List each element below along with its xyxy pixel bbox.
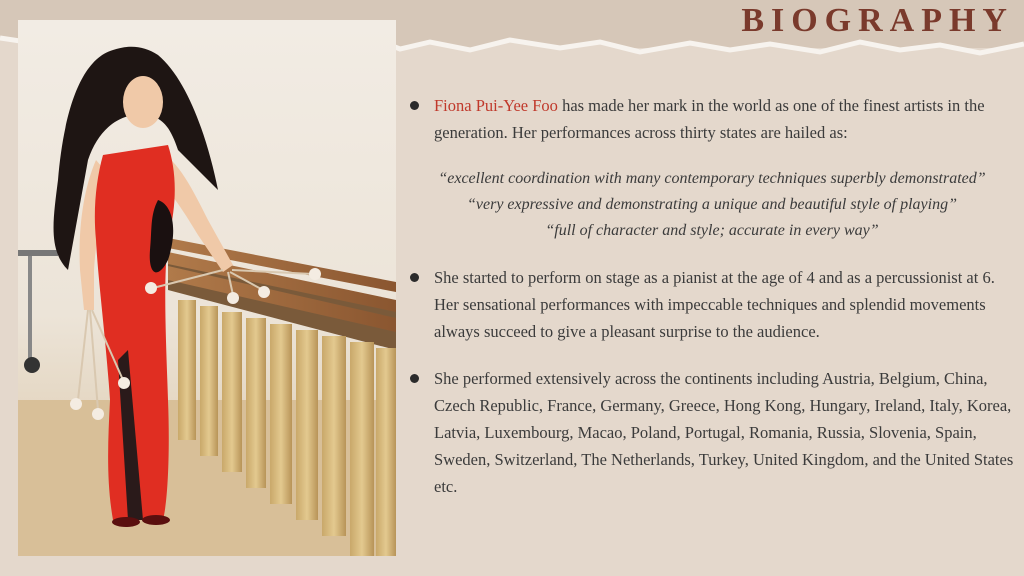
international-text: She performed extensively across the continents including Austria, Belgium, China, Czech Republic, France, Germany, Greece, Hong Kong, Hungary, Ireland, Italy, Korea, Latvia, Luxembourg, Macao, Poland, Portugal, Romania, Russia, Slovenia, Spain, Sweden, Switzerland, The Netherlands, Turkey, United Kingdom, and the United States etc. [434,369,1014,496]
biography-content [408,92,1016,500]
page-title: BIOGRAPHY [741,2,1014,39]
bullet-international [408,365,1016,500]
artist-name: Fiona Pui-Yee Foo [434,96,558,115]
bullet-dot-icon [410,101,419,110]
intro-text: has made her mark in the world as one of the finest artists in the generation. Her performances across thirty states are hailed as: [434,96,985,142]
bullet-dot-icon [410,374,419,383]
bullet-dot-icon [410,273,419,282]
quote-1: “excellent coordination with many contemporary techniques superbly demonstrated” [438,170,986,187]
press-quotes [408,166,1016,244]
performer-photo [18,20,396,556]
performer-photo-icon [18,20,396,556]
bullet-intro [408,92,1016,146]
early-career-text: She started to perform on stage as a pianist at the age of 4 and as a percussionist at 6. Her sensational performances with impeccable techniques and splendid movements always succeed to give a pleasant surprise to the audience. [434,268,995,341]
quote-3: “full of character and style; accurate in every way” [545,222,879,239]
quote-2: “very expressive and demonstrating a unique and beautiful style of playing” [467,196,957,213]
bullet-early-career [408,264,1016,345]
